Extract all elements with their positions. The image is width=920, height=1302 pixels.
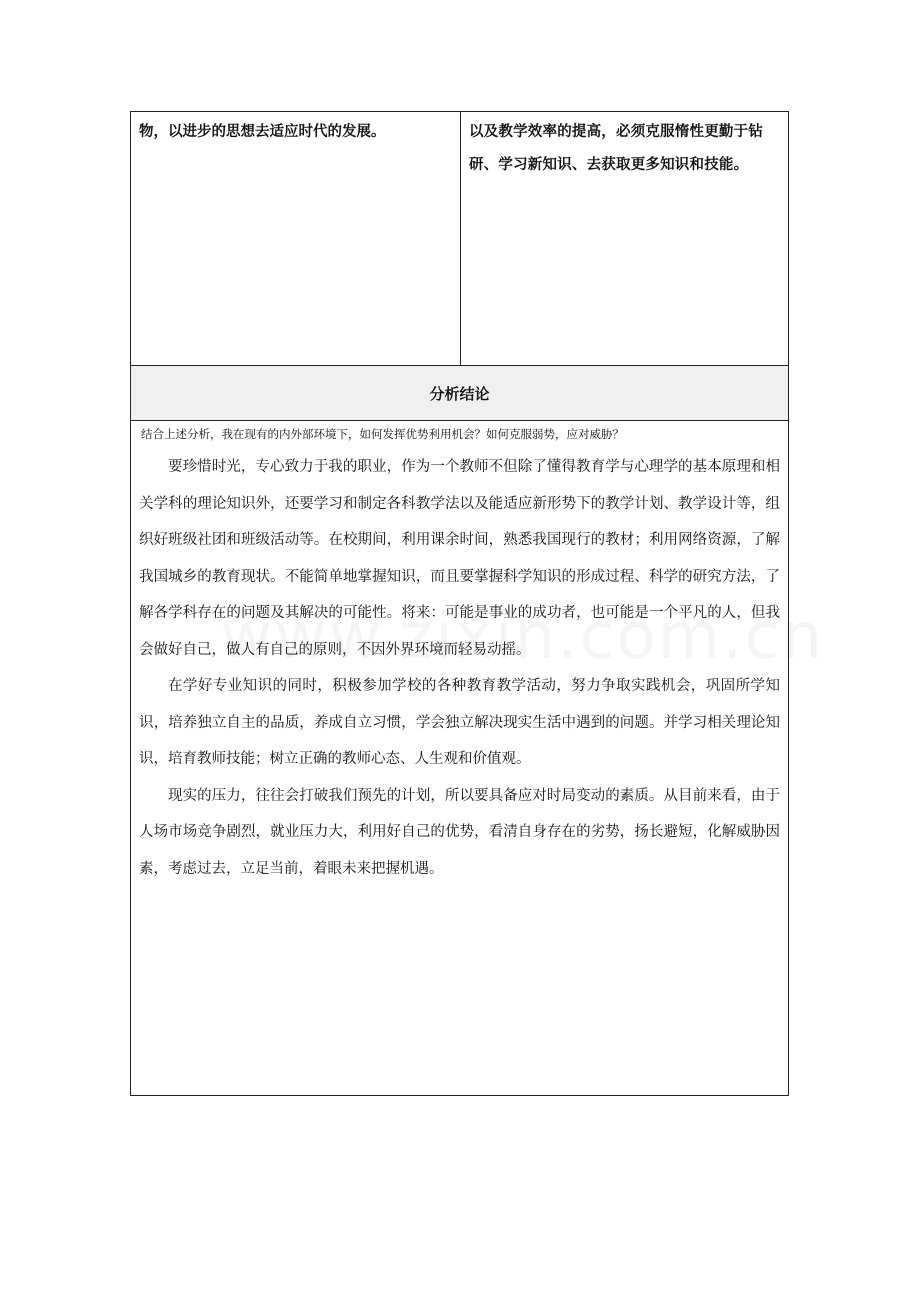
right-cell: [461, 112, 788, 365]
left-cell-text: 物，以进步的思想去适应时代的发展。: [139, 124, 386, 140]
conclusion-cell: [131, 421, 788, 1095]
paragraph-3: 现实的压力，往往会打破我们预先的计划，所以要具备应对时局变动的素质。从目前来看，由于人场市场竞争剧烈，就业压力大，利用好自己的优势，看清自身存在的劣势，扬长避短，化解威胁因素，考虑过去，立足当前，着眼未来把握机遇。: [139, 787, 780, 877]
analysis-table: [130, 111, 789, 1096]
section-header: [131, 366, 788, 421]
left-cell: [131, 112, 461, 365]
continued-row: [131, 112, 788, 366]
guiding-question: 结合上述分析，我在现有的内外部环境下，如何发挥优势利用机会？如何克服弱势，应对威胁？: [141, 427, 624, 441]
section-title: 分析结论: [429, 384, 490, 403]
right-cell-text: 以及教学效率的提高，必须克服惰性更勤于钻研、学习新知识、去获取更多知识和技能。: [469, 124, 763, 173]
paragraph-2: 在学好专业知识的同时，积极参加学校的各种教育教学活动，努力争取实践机会，巩固所学知识，培养独立自主的品质，养成自立习惯，学会独立解决现实生活中遇到的问题。并学习相关理论知识，培育教师技能；树立正确的教师心态、人生观和价值观。: [139, 678, 780, 767]
paragraph-1: 要珍惜时光，专心致力于我的职业，作为一个教师不但除了懂得教育学与心理学的基本原理和相关学科的理论知识外，还要学习和制定各科教学法以及能适应新形势下的教学计划、教学设计等，组织好班级社团和班级活动等。在校期间，利用课余时间，熟悉我国现行的教材；利用网络资源，了解我国城乡的教育现状。不能简单地掌握知识，而且要掌握科学知识的形成过程、科学的研究方法，了解各学科存在的问题及其解决的可能性。将来：可能是事业的成功者，也可能是一个平凡的人，但我会做好自己，做人有自己的原则，不因外界环境而轻易动摇。: [139, 459, 780, 658]
